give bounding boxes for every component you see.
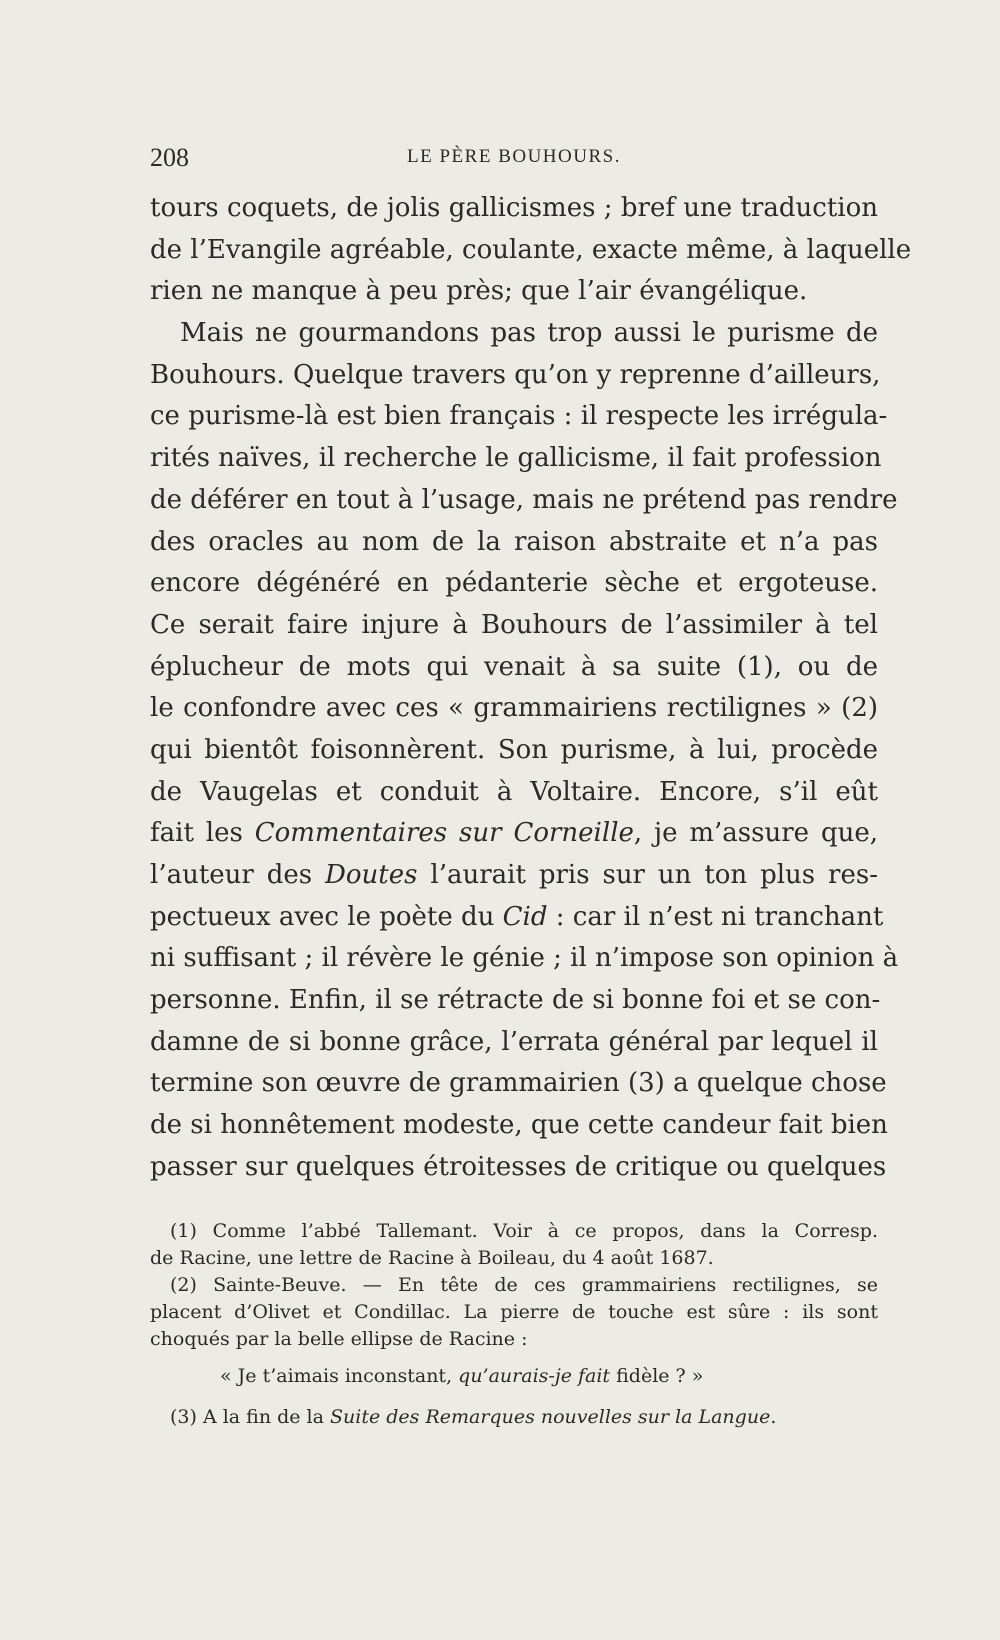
italic-title: Suite des Remarques nouvelles sur la Langue: [330, 1406, 771, 1428]
body-text: [150, 188, 912, 1189]
text-line: qui bientôt foisonnèrent. Son purisme, à lui, procède: [150, 734, 878, 765]
text-line: [150, 855, 878, 897]
text-line: Bouhours. Quelque travers qu’on y reprenne d’ailleurs,: [150, 359, 881, 390]
text-line: de déférer en tout à l’usage, mais ne prétend pas rendre: [150, 484, 898, 515]
text-line: Ce serait faire injure à Bouhours de l’assimiler à tel: [150, 609, 878, 640]
footnote-3-line: [150, 1404, 878, 1431]
footnote-2-line: (2) Sainte-Beuve. — En tête de ces grammairiens rectilignes, se: [170, 1274, 878, 1296]
text-line: de Vaugelas et conduit à Voltaire. Encore, s’il eût: [150, 776, 878, 807]
quoted-verse: [150, 1363, 878, 1390]
text-line: damne de si bonne grâce, l’errata général par lequel il: [150, 1026, 878, 1057]
italic-title: Commentaires sur Corneille: [254, 818, 634, 849]
footnote-1-line: (1) Comme l’abbé Tallemant. Voir à ce propos, dans la Corresp.: [170, 1220, 878, 1242]
text-line: passer sur quelques étroitesses de critique ou quelques: [150, 1151, 887, 1182]
text-line: encore dégénéré en pédanterie sèche et ergoteuse.: [150, 568, 878, 599]
text-line: ni suffisant ; il révère le génie ; il n’impose son opinion à: [150, 943, 899, 974]
text-run: (3) A la fin de la: [170, 1406, 330, 1428]
text-line: tours coquets, de jolis gallicismes ; bref une traduction: [150, 193, 878, 223]
text-run: l’auteur des: [150, 860, 326, 890]
running-head: LE PÈRE BOUHOURS.: [407, 146, 621, 167]
text-line: [150, 813, 878, 855]
text-line: personne. Enfin, il se rétracte de si bonne foi et se con-: [150, 985, 881, 1016]
text-line: Mais ne gourmandons pas trop aussi le purisme de: [180, 318, 878, 349]
text-line: rien ne manque à peu près; que l’air évangélique.: [150, 276, 808, 307]
text-line: [150, 897, 884, 939]
text-line: rités naïves, il recherche le gallicisme, il fait profession: [150, 443, 882, 474]
footnote-2-line: choqués par la belle ellipse de Racine :: [150, 1328, 528, 1350]
page-number: 208: [150, 143, 189, 172]
text-run: pectueux avec le poète du: [150, 901, 503, 932]
text-run: l’aurait pris sur un ton plus res-: [417, 860, 878, 890]
verse-run: fidèle ? »: [610, 1365, 704, 1387]
page-header: [150, 143, 878, 173]
text-line: des oracles au nom de la raison abstraite et n’a pas: [150, 526, 878, 557]
text-line: de si honnêtement modeste, que cette candeur fait bien: [150, 1110, 888, 1141]
text-line: le confondre avec ces « grammairiens rectilignes » (2): [150, 693, 878, 724]
italic-title: Doutes: [325, 860, 418, 890]
footnote-2-line: placent d’Olivet et Condillac. La pierre de touche est sûre : ils sont: [150, 1301, 878, 1323]
text-line: ce purisme-là est bien français : il respecte les irrégula-: [150, 401, 888, 432]
text-run: , je m’assure que,: [633, 818, 878, 849]
text-run: : car il n’est ni tranchant: [547, 901, 884, 932]
text-run: fait les: [150, 818, 255, 849]
footnotes: [150, 1218, 878, 1431]
italic-title: Cid: [502, 901, 548, 932]
text-line: de l’Evangile agréable, coulante, exacte même, à laquelle: [150, 234, 912, 265]
text-line: termine son œuvre de grammairien (3) a quelque chose: [150, 1068, 887, 1099]
text-run: .: [770, 1406, 777, 1428]
verse-italic: qu’aurais-je fait: [458, 1365, 611, 1387]
verse-run: « Je t’aimais inconstant,: [220, 1365, 459, 1387]
text-line: éplucheur de mots qui venait à sa suite (1), ou de: [150, 651, 878, 682]
footnote-1-line: de Racine, une lettre de Racine à Boileau, du 4 août 1687.: [150, 1247, 714, 1269]
